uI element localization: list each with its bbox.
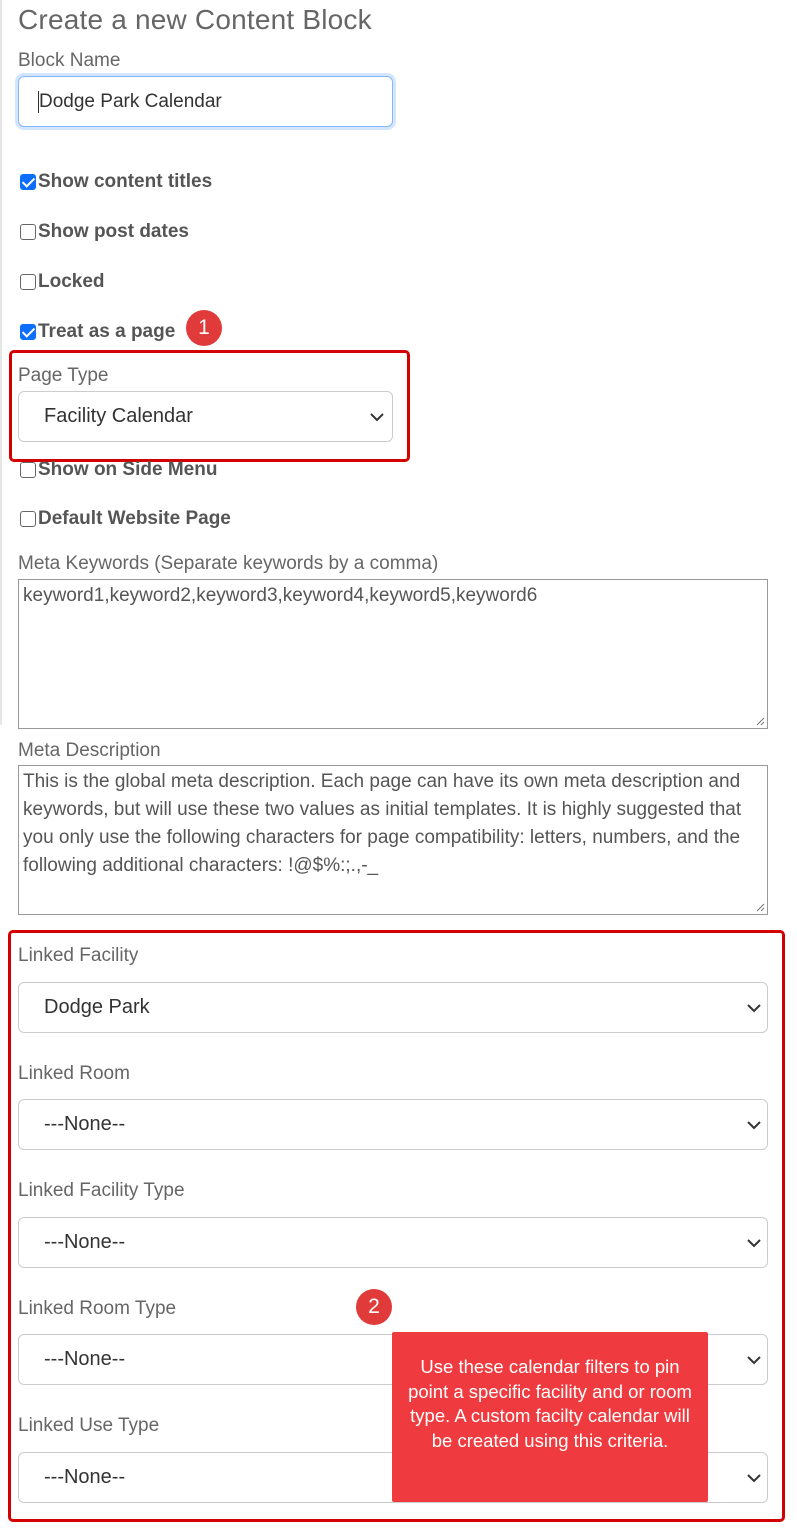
checkbox-label: Locked — [38, 271, 105, 292]
checkbox-label: Show content titles — [38, 171, 213, 192]
meta-description-value: This is the global meta description. Each page can have its own meta description and keywords, but will use these two values as initial templates. It is highly suggested that you only use the following characters for page compatibility: letters, numbers, and the following additional characters: !@$%:;.,-_ — [23, 771, 742, 876]
chevron-down-icon — [746, 1473, 762, 1483]
meta-description-textarea[interactable] — [18, 765, 768, 915]
linked-use-type-label: Linked Use Type — [18, 1415, 160, 1436]
block-name-label: Block Name — [18, 50, 121, 71]
show-content-titles-checkbox[interactable] — [20, 170, 212, 194]
block-name-input[interactable] — [18, 76, 393, 127]
chevron-down-icon — [746, 1355, 762, 1365]
resize-grip-icon[interactable] — [755, 902, 765, 912]
checkbox-label: Default Website Page — [38, 508, 231, 529]
linked-room-value: ---None-- — [44, 1113, 126, 1135]
linked-room-select[interactable] — [18, 1099, 768, 1150]
page-type-select[interactable] — [18, 391, 393, 442]
meta-description-label: Meta Description — [18, 740, 161, 761]
checkbox-unchecked-icon[interactable] — [20, 224, 36, 240]
linked-room-type-label: Linked Room Type — [18, 1298, 177, 1319]
linked-facility-value: Dodge Park — [44, 996, 150, 1018]
page-title: Create a new Content Block — [18, 4, 372, 35]
chevron-down-icon — [746, 1120, 762, 1130]
linked-use-type-value: ---None-- — [44, 1466, 126, 1488]
default-website-page-checkbox[interactable] — [20, 507, 231, 531]
chevron-down-icon — [369, 412, 385, 422]
meta-keywords-textarea[interactable] — [18, 579, 768, 729]
text-cursor — [38, 91, 39, 113]
linked-room-label: Linked Room — [18, 1063, 130, 1084]
linked-facility-select[interactable] — [18, 982, 768, 1033]
chevron-down-icon — [746, 1238, 762, 1248]
locked-checkbox[interactable] — [20, 270, 105, 294]
meta-keywords-label: Meta Keywords (Separate keywords by a comma) — [18, 553, 439, 574]
chevron-down-icon — [746, 1003, 762, 1013]
left-border — [0, 0, 2, 725]
linked-facility-type-select[interactable] — [18, 1217, 768, 1268]
checkbox-label: Show post dates — [38, 221, 189, 242]
checkbox-unchecked-icon[interactable] — [20, 462, 36, 478]
checkbox-unchecked-icon[interactable] — [20, 274, 36, 290]
show-post-dates-checkbox[interactable] — [20, 220, 189, 244]
linked-facility-label: Linked Facility — [18, 945, 139, 966]
checkbox-checked-icon[interactable] — [20, 324, 36, 340]
show-on-side-menu-checkbox[interactable] — [20, 458, 217, 482]
checkbox-checked-icon[interactable] — [20, 174, 36, 190]
page-type-value: Facility Calendar — [44, 405, 193, 427]
annotation-badge-2: 2 — [356, 1289, 392, 1325]
linked-room-type-value: ---None-- — [44, 1348, 126, 1370]
meta-keywords-value: keyword1,keyword2,keyword3,keyword4,keyword5,keyword6 — [23, 585, 538, 606]
linked-facility-type-label: Linked Facility Type — [18, 1180, 185, 1201]
checkbox-label: Treat as a page — [38, 321, 176, 342]
treat-as-page-checkbox[interactable] — [20, 320, 175, 344]
page-type-label: Page Type — [18, 365, 109, 386]
annotation-badge-1: 1 — [186, 310, 222, 346]
checkbox-label: Show on Side Menu — [38, 459, 218, 480]
checkbox-unchecked-icon[interactable] — [20, 511, 36, 527]
resize-grip-icon[interactable] — [755, 716, 765, 726]
linked-facility-type-value: ---None-- — [44, 1231, 126, 1253]
annotation-callout: Use these calendar filters to pin point a specific facility and or room type. A custom facilty calendar will be created using this criteria. — [392, 1332, 708, 1502]
